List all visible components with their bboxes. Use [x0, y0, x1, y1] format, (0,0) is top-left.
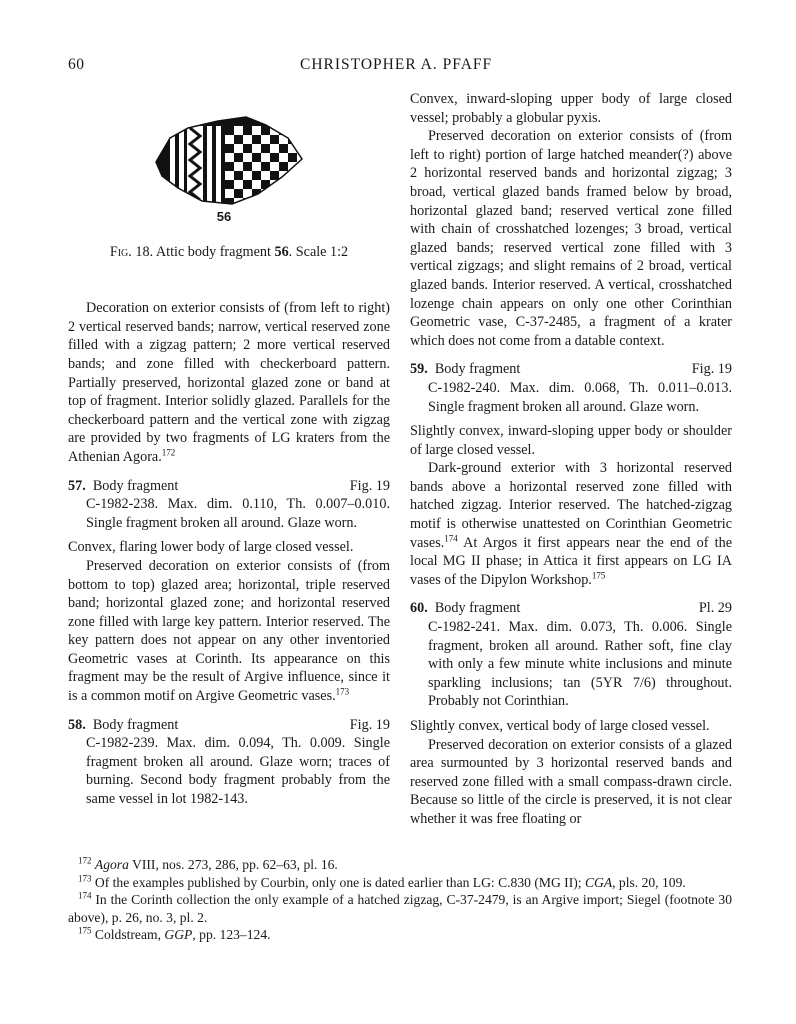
entry-59-ref: Fig. 19 — [691, 361, 732, 378]
footnote-175-text: Coldstream, — [94, 927, 165, 943]
entry-57-decoration — [68, 557, 390, 706]
footnote-175-italic: GGP — [164, 927, 193, 943]
entry-59-title: Body fragment — [434, 361, 521, 378]
entry-57-number: 57. — [68, 477, 86, 494]
entry-59-decoration — [410, 459, 732, 589]
entry-60-number: 60. — [410, 600, 428, 617]
entry-60-title: Body fragment — [434, 600, 521, 617]
footnotes — [68, 856, 732, 944]
entry-57-ref: Fig. 19 — [349, 477, 390, 494]
caption-number: 18. — [135, 243, 154, 260]
entry-59-heading — [410, 360, 732, 379]
footnote-ref-172: 172 — [161, 447, 176, 458]
entry-60-heading — [410, 599, 732, 618]
fragment-56-drawing — [154, 114, 304, 208]
entry-59-decoration-b: At Argos it first appears near the end of the local MG II phase; in Attica it first appears on LG IA vases of the Dipylon Workshop. — [410, 534, 732, 588]
entry-59-number: 59. — [410, 361, 428, 378]
entry-58-shape: Convex, inward-sloping upper body of large closed vessel; probably a globular pyxis. — [410, 91, 732, 126]
entry-58-decoration: Preserved decoration on exterior consists of (from left to right) portion of large hatched meander(?) above 2 horizontal reserved bands and horizontal zigzag; 3 broad, vertical glazed bands framed below by broad, horizontal glazed band; reserved vertical zone filled with chain of crosshatched lozenges; 3 broad, vertical glazed bands; reserved vertical zone filled with 3 vertical zigzags; and slight remains of 2 broad, vertical glazed bands. Interior reserved. A vertical, crosshatched lozenge chain appears on only one other Corinthian Geometric vase, C-37-2485, a fragment of a krater which does not come from a datable context. — [410, 128, 732, 349]
entry-59-shape: Slightly convex, inward-sloping upper body or shoulder of large closed vessel. — [410, 423, 732, 458]
entry-57-shape: Convex, flaring lower body of large closed vessel. — [68, 539, 354, 556]
running-head: CHRISTOPHER A. PFAFF — [300, 56, 493, 73]
entry-60-ref: Pl. 29 — [698, 600, 732, 617]
entry-57-decoration-text: Preserved decoration on exterior consists of (from bottom to top) glazed area; horizontal, triple reserved band; horizontal glazed zone; and horizontal reserved zone filled with large key pattern. Interior reserved. The key pattern does not appear on any other inventoried Geometric vases at Corinth. Its appearance on this fragment may be the result of Argive influence, since it is a common motif on Argive Geometric vases. — [68, 557, 390, 705]
footnote-172-text: VIII, nos. 273, 286, pp. 62–63, pl. 16. — [128, 857, 338, 872]
p56-description — [68, 299, 390, 466]
footnote-172-num: 172 — [78, 855, 92, 866]
caption-scale: . Scale 1:2 — [288, 243, 349, 260]
footnote-174-text: In the Corinth collection the only example of a hatched zigzag, C-37-2479, is an Argive import; Siegel (footnote 30 above), p. 26, no. 3, pl. 2. — [68, 892, 732, 925]
p56-description-text: Decoration on exterior consists of (from left to right) 2 vertical reserved bands; narrow, vertical reserved zone filled with a zigzag pattern; 2 more vertical reserved bands; and zone filled with checkerboard pattern. Partially preserved, horizontal glazed zone or band at top of fragment. Interior solidly glazed. Parallels for the checkerboard pattern and the vertical zone with zigzag are provided by two fragments of LG kraters from the Athenian Agora. — [68, 300, 390, 465]
entry-57-spec: C-1982-238. Max. dim. 0.110, Th. 0.007–0.010. Single fragment broken all around. Glaze worn. — [86, 496, 390, 531]
caption-text: Attic body fragment — [155, 243, 271, 260]
footnote-172-italic: Agora — [94, 857, 129, 872]
entry-57-heading — [68, 477, 390, 496]
figure-caption — [68, 243, 390, 262]
entry-59-spec: C-1982-240. Max. dim. 0.068, Th. 0.011–0.013. Single fragment broken all around. Glaze worn. — [428, 379, 732, 415]
entry-58-spec: C-1982-239. Max. dim. 0.094, Th. 0.009. Single fragment broken all around. Glaze worn; traces of burning. Second body fragment probably from the same vessel in lot 1982-143. — [86, 735, 390, 808]
entry-60-spec: C-1982-241. Max. dim. 0.073, Th. 0.006. Single fragment, broken all around. Rather soft, fine clay with only a few minute white inclusions and minute sparkling inclusions; tan (5YR 7/6) throughout. Probably not Corinthian. — [428, 619, 732, 710]
caption-bold: 56 — [274, 243, 289, 260]
entry-60-shape: Slightly convex, vertical body of large closed vessel. — [410, 718, 710, 734]
footnote-173-italic: CGA — [584, 874, 613, 890]
entry-58-heading — [68, 716, 390, 735]
entry-59-decoration-a: Dark-ground exterior with 3 horizontal reserved bands above a horizontal reserved zone filled with hatched zigzag. Interior reserved. The hatched-zigzag motif is otherwise unattested on Corinthian Geometric vases. — [410, 460, 732, 551]
footnote-175-text2: , pp. 123–124. — [192, 927, 271, 943]
entry-58-ref: Fig. 19 — [349, 716, 390, 733]
entry-58-title: Body fragment — [92, 716, 179, 733]
footnote-175-num: 175 — [78, 925, 92, 936]
left-column — [68, 90, 390, 809]
entry-57-title: Body fragment — [92, 477, 179, 494]
entry-60-decoration: Preserved decoration on exterior consists of a glazed area surmounted by 3 horizontal reserved bands and reserved zone filled with a small compass-drawn circle. Because so little of the circle is preserved, it is not clear whether it was free floating or — [410, 736, 732, 827]
figure-number-label: 56 — [216, 209, 232, 224]
footnote-173-text2: , pls. 20, 109. — [612, 874, 686, 890]
footnote-ref-173: 173 — [335, 686, 350, 697]
footnote-174 — [68, 891, 732, 926]
entry-58-number: 58. — [68, 716, 86, 733]
page-number: 60 — [68, 56, 85, 73]
footnote-173-num: 173 — [78, 873, 92, 884]
footnote-ref-175: 175 — [591, 570, 606, 581]
footnote-173 — [68, 874, 732, 892]
caption-prefix: Fig. — [109, 243, 132, 260]
footnote-175 — [68, 926, 732, 944]
right-column — [410, 90, 732, 829]
footnote-172 — [68, 856, 732, 874]
footnote-174-num: 174 — [78, 890, 92, 901]
footnote-ref-174: 174 — [444, 532, 458, 543]
figure-18 — [68, 114, 390, 261]
footnote-173-text: Of the examples published by Courbin, only one is dated earlier than LG: C.830 (MG II); — [94, 874, 585, 890]
